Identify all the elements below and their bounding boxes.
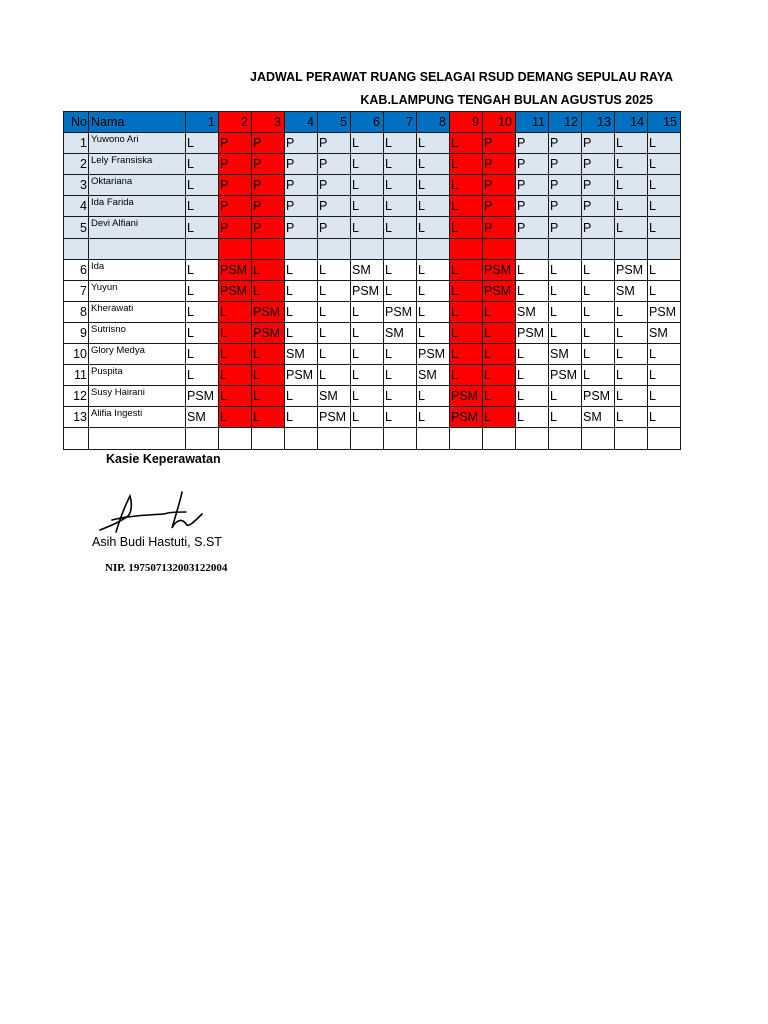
header-day: 7 (384, 112, 417, 133)
shift-cell: L (648, 154, 681, 175)
row-number: 2 (64, 154, 89, 175)
shift-cell: PSM (615, 259, 648, 280)
shift-cell: L (648, 133, 681, 154)
shift-cell: P (318, 175, 351, 196)
shift-cell: L (351, 154, 384, 175)
shift-cell: L (252, 365, 285, 386)
blank-cell (219, 428, 252, 449)
row-number: 11 (64, 365, 89, 386)
row-number: 1 (64, 133, 89, 154)
shift-cell: PSM (516, 322, 549, 343)
shift-cell: L (615, 301, 648, 322)
nurse-name: Lely Fransiska (89, 154, 186, 175)
shift-cell: SM (582, 407, 615, 428)
shift-cell: L (186, 322, 219, 343)
nurse-name: Puspita (89, 365, 186, 386)
shift-cell: PSM (318, 407, 351, 428)
signatory-nip: NIP. 197507132003122004 (105, 562, 228, 574)
shift-cell: L (285, 407, 318, 428)
shift-cell: P (252, 175, 285, 196)
shift-cell: L (417, 133, 450, 154)
shift-cell: L (582, 365, 615, 386)
shift-cell: P (582, 196, 615, 217)
shift-cell: L (516, 280, 549, 301)
shift-cell: L (549, 259, 582, 280)
blank-cell (384, 238, 417, 259)
blank-cell (89, 238, 186, 259)
blank-cell (450, 428, 483, 449)
shift-cell: P (549, 133, 582, 154)
shift-cell: L (351, 344, 384, 365)
shift-cell: L (186, 301, 219, 322)
shift-cell: L (351, 175, 384, 196)
shift-cell: SM (318, 386, 351, 407)
header-day: 5 (318, 112, 351, 133)
shift-cell: P (219, 175, 252, 196)
shift-cell: PSM (252, 301, 285, 322)
row-number: 9 (64, 322, 89, 343)
shift-cell: L (648, 196, 681, 217)
row-number: 12 (64, 386, 89, 407)
blank-cell (516, 238, 549, 259)
blank-cell (252, 428, 285, 449)
table-row (64, 217, 681, 238)
row-number: 6 (64, 259, 89, 280)
shift-cell: SM (516, 301, 549, 322)
shift-cell: L (582, 322, 615, 343)
shift-cell: L (252, 280, 285, 301)
shift-cell: L (186, 133, 219, 154)
shift-cell: L (219, 322, 252, 343)
shift-cell: L (384, 217, 417, 238)
nurse-name: Yuwono Ari (89, 133, 186, 154)
shift-cell: L (351, 365, 384, 386)
blank-cell (186, 238, 219, 259)
blank-cell (219, 238, 252, 259)
shift-cell: L (384, 196, 417, 217)
shift-cell: P (483, 196, 516, 217)
shift-cell: L (516, 344, 549, 365)
nurse-name: Oktariana (89, 175, 186, 196)
table-row (64, 322, 681, 343)
shift-cell: L (615, 217, 648, 238)
shift-cell: PSM (483, 280, 516, 301)
blank-row (64, 428, 681, 449)
shift-cell: P (549, 217, 582, 238)
shift-cell: L (417, 386, 450, 407)
shift-cell: P (318, 154, 351, 175)
blank-cell (549, 428, 582, 449)
shift-cell: L (417, 217, 450, 238)
shift-cell: SM (549, 344, 582, 365)
shift-cell: L (615, 154, 648, 175)
blank-cell (351, 238, 384, 259)
shift-cell: P (582, 175, 615, 196)
shift-cell: L (186, 365, 219, 386)
blank-cell (582, 428, 615, 449)
shift-cell: L (549, 407, 582, 428)
shift-cell: P (483, 217, 516, 238)
shift-cell: P (483, 154, 516, 175)
shift-cell: PSM (384, 301, 417, 322)
shift-cell: P (252, 154, 285, 175)
shift-cell: L (351, 133, 384, 154)
shift-cell: L (219, 301, 252, 322)
nurse-name: Glory Medya (89, 344, 186, 365)
shift-cell: P (252, 217, 285, 238)
shift-cell: L (252, 344, 285, 365)
shift-cell: L (285, 322, 318, 343)
shift-cell: L (648, 259, 681, 280)
header-day: 3 (252, 112, 285, 133)
shift-cell: SM (351, 259, 384, 280)
table-row (64, 301, 681, 322)
shift-cell: P (252, 133, 285, 154)
shift-cell: P (318, 217, 351, 238)
shift-cell: L (219, 344, 252, 365)
shift-cell: L (549, 301, 582, 322)
blank-cell (417, 428, 450, 449)
shift-cell: L (582, 344, 615, 365)
shift-cell: L (417, 259, 450, 280)
blank-cell (648, 238, 681, 259)
blank-cell (417, 238, 450, 259)
shift-cell: L (384, 259, 417, 280)
header-day: 2 (219, 112, 252, 133)
shift-cell: L (450, 344, 483, 365)
blank-cell (450, 238, 483, 259)
shift-cell: L (318, 322, 351, 343)
shift-cell: L (615, 175, 648, 196)
blank-cell (285, 428, 318, 449)
shift-cell: PSM (252, 322, 285, 343)
table-row (64, 280, 681, 301)
shift-cell: L (648, 344, 681, 365)
shift-cell: P (582, 133, 615, 154)
blank-cell (483, 238, 516, 259)
shift-cell: SM (384, 322, 417, 343)
shift-cell: L (351, 322, 384, 343)
shift-cell: L (186, 217, 219, 238)
table-row (64, 154, 681, 175)
blank-cell (549, 238, 582, 259)
shift-cell: L (450, 175, 483, 196)
nurse-name: Alifia Ingesti (89, 407, 186, 428)
table-row (64, 133, 681, 154)
shift-cell: P (516, 154, 549, 175)
shift-cell: PSM (285, 365, 318, 386)
shift-cell: L (516, 386, 549, 407)
shift-cell: L (549, 280, 582, 301)
nurse-name: Ida Farida (89, 196, 186, 217)
shift-cell: L (648, 386, 681, 407)
blank-cell (582, 238, 615, 259)
blank-cell (252, 238, 285, 259)
shift-cell: L (186, 175, 219, 196)
nurse-name: Ida (89, 259, 186, 280)
shift-cell: L (351, 301, 384, 322)
shift-cell: L (252, 259, 285, 280)
shift-cell: L (450, 365, 483, 386)
blank-cell (483, 428, 516, 449)
shift-cell: PSM (450, 386, 483, 407)
shift-cell: L (450, 301, 483, 322)
shift-cell: P (483, 133, 516, 154)
shift-cell: L (516, 259, 549, 280)
shift-cell: L (582, 259, 615, 280)
header-day: 9 (450, 112, 483, 133)
shift-cell: L (318, 344, 351, 365)
shift-cell: L (384, 175, 417, 196)
shift-cell: P (285, 154, 318, 175)
shift-cell: L (450, 280, 483, 301)
row-number: 7 (64, 280, 89, 301)
shift-cell: L (450, 154, 483, 175)
shift-cell: L (285, 259, 318, 280)
shift-cell: L (417, 301, 450, 322)
shift-cell: L (615, 322, 648, 343)
shift-cell: L (615, 386, 648, 407)
shift-cell: SM (648, 322, 681, 343)
header-day: 11 (516, 112, 549, 133)
header-day: 12 (549, 112, 582, 133)
shift-cell: L (285, 280, 318, 301)
shift-cell: P (252, 196, 285, 217)
shift-cell: L (384, 154, 417, 175)
schedule-table (63, 111, 681, 450)
shift-cell: L (318, 280, 351, 301)
shift-cell: P (285, 175, 318, 196)
shift-cell: L (252, 407, 285, 428)
table-header-row (64, 112, 681, 133)
shift-cell: L (384, 133, 417, 154)
row-number: 13 (64, 407, 89, 428)
blank-cell (186, 428, 219, 449)
shift-cell: PSM (648, 301, 681, 322)
shift-cell: P (219, 217, 252, 238)
table-row (64, 259, 681, 280)
shift-cell: L (615, 407, 648, 428)
shift-cell: P (516, 196, 549, 217)
shift-cell: P (219, 154, 252, 175)
header-day: 8 (417, 112, 450, 133)
shift-cell: L (450, 259, 483, 280)
shift-cell: PSM (450, 407, 483, 428)
shift-cell: L (318, 301, 351, 322)
shift-cell: SM (615, 280, 648, 301)
header-day: 14 (615, 112, 648, 133)
shift-cell: PSM (582, 386, 615, 407)
shift-cell: L (285, 301, 318, 322)
row-number: 8 (64, 301, 89, 322)
row-number: 10 (64, 344, 89, 365)
shift-cell: P (516, 175, 549, 196)
shift-cell: L (186, 344, 219, 365)
handwritten-signature (98, 488, 213, 536)
shift-cell: P (318, 133, 351, 154)
shift-cell: L (219, 407, 252, 428)
shift-cell: P (318, 196, 351, 217)
row-number: 3 (64, 175, 89, 196)
header-day: 1 (186, 112, 219, 133)
shift-cell: P (285, 133, 318, 154)
shift-cell: P (516, 133, 549, 154)
shift-cell: L (483, 386, 516, 407)
schedule-subtitle: KAB.LAMPUNG TENGAH BULAN AGUSTUS 2025 (360, 93, 653, 107)
shift-cell: PSM (351, 280, 384, 301)
shift-cell: L (582, 301, 615, 322)
shift-cell: PSM (417, 344, 450, 365)
shift-cell: P (582, 217, 615, 238)
shift-cell: L (351, 407, 384, 428)
shift-cell: L (450, 133, 483, 154)
blank-cell (318, 238, 351, 259)
blank-cell (648, 428, 681, 449)
signatory-name: Asih Budi Hastuti, S.ST (92, 535, 222, 549)
shift-cell: PSM (219, 259, 252, 280)
shift-cell: L (483, 322, 516, 343)
shift-cell: PSM (186, 386, 219, 407)
shift-cell: P (219, 133, 252, 154)
shift-cell: P (549, 154, 582, 175)
blank-cell (615, 238, 648, 259)
shift-cell: P (483, 175, 516, 196)
shift-cell: PSM (219, 280, 252, 301)
shift-cell: L (549, 322, 582, 343)
shift-cell: L (615, 344, 648, 365)
shift-cell: SM (417, 365, 450, 386)
blank-cell (318, 428, 351, 449)
shift-cell: L (648, 365, 681, 386)
shift-cell: PSM (483, 259, 516, 280)
table-row (64, 386, 681, 407)
header-day: 10 (483, 112, 516, 133)
shift-cell: L (384, 280, 417, 301)
shift-cell: L (351, 196, 384, 217)
signatory-position: Kasie Keperawatan (106, 452, 221, 466)
row-number: 4 (64, 196, 89, 217)
shift-cell: L (219, 365, 252, 386)
header-day: 15 (648, 112, 681, 133)
shift-cell: P (582, 154, 615, 175)
shift-cell: L (417, 175, 450, 196)
shift-cell: L (450, 196, 483, 217)
table-row (64, 365, 681, 386)
table-row (64, 175, 681, 196)
shift-cell: L (450, 322, 483, 343)
schedule-title: JADWAL PERAWAT RUANG SELAGAI RSUD DEMANG SEPULAU RAYA (250, 70, 673, 84)
shift-cell: L (648, 175, 681, 196)
shift-cell: L (351, 386, 384, 407)
shift-cell: L (516, 365, 549, 386)
blank-cell (64, 238, 89, 259)
shift-cell: L (252, 386, 285, 407)
shift-cell: L (516, 407, 549, 428)
blank-cell (384, 428, 417, 449)
shift-cell: L (417, 196, 450, 217)
nurse-name: Susy Hairani (89, 386, 186, 407)
blank-cell (351, 428, 384, 449)
nurse-name: Sutrisno (89, 322, 186, 343)
table-row (64, 344, 681, 365)
shift-cell: L (648, 280, 681, 301)
shift-cell: L (384, 365, 417, 386)
shift-cell: L (285, 386, 318, 407)
shift-cell: P (285, 217, 318, 238)
shift-cell: L (450, 217, 483, 238)
shift-cell: P (549, 196, 582, 217)
header-day: 4 (285, 112, 318, 133)
shift-cell: PSM (549, 365, 582, 386)
shift-cell: L (582, 280, 615, 301)
shift-cell: P (549, 175, 582, 196)
table-row (64, 407, 681, 428)
shift-cell: L (648, 217, 681, 238)
shift-cell: P (285, 196, 318, 217)
shift-cell: P (516, 217, 549, 238)
shift-cell: L (483, 365, 516, 386)
row-number: 5 (64, 217, 89, 238)
shift-cell: L (417, 154, 450, 175)
shift-cell: L (615, 365, 648, 386)
shift-cell: L (483, 344, 516, 365)
shift-cell: L (384, 386, 417, 407)
shift-cell: P (219, 196, 252, 217)
shift-cell: L (186, 280, 219, 301)
header-day: 6 (351, 112, 384, 133)
header-name: Nama (89, 112, 186, 133)
shift-cell: SM (186, 407, 219, 428)
shift-cell: L (219, 386, 252, 407)
blank-cell (516, 428, 549, 449)
shift-cell: L (186, 196, 219, 217)
nurse-name: Yuyun (89, 280, 186, 301)
shift-cell: L (615, 196, 648, 217)
header-no: No (64, 112, 89, 133)
shift-cell: L (483, 407, 516, 428)
nurse-name: Devi Alfiani (89, 217, 186, 238)
shift-cell: L (384, 407, 417, 428)
shift-cell: L (417, 407, 450, 428)
shift-cell: L (384, 344, 417, 365)
shift-cell: L (417, 280, 450, 301)
shift-cell: L (351, 217, 384, 238)
shift-cell: L (318, 259, 351, 280)
shift-cell: L (186, 259, 219, 280)
shift-cell: L (615, 133, 648, 154)
blank-cell (89, 428, 186, 449)
header-day: 13 (582, 112, 615, 133)
shift-cell: L (186, 154, 219, 175)
shift-cell: L (648, 407, 681, 428)
nurse-name: Kherawati (89, 301, 186, 322)
blank-cell (285, 238, 318, 259)
shift-cell: L (549, 386, 582, 407)
shift-cell: L (318, 365, 351, 386)
shift-cell: L (483, 301, 516, 322)
shift-cell: SM (285, 344, 318, 365)
blank-row (64, 238, 681, 259)
blank-cell (615, 428, 648, 449)
shift-cell: L (417, 322, 450, 343)
table-row (64, 196, 681, 217)
blank-cell (64, 428, 89, 449)
